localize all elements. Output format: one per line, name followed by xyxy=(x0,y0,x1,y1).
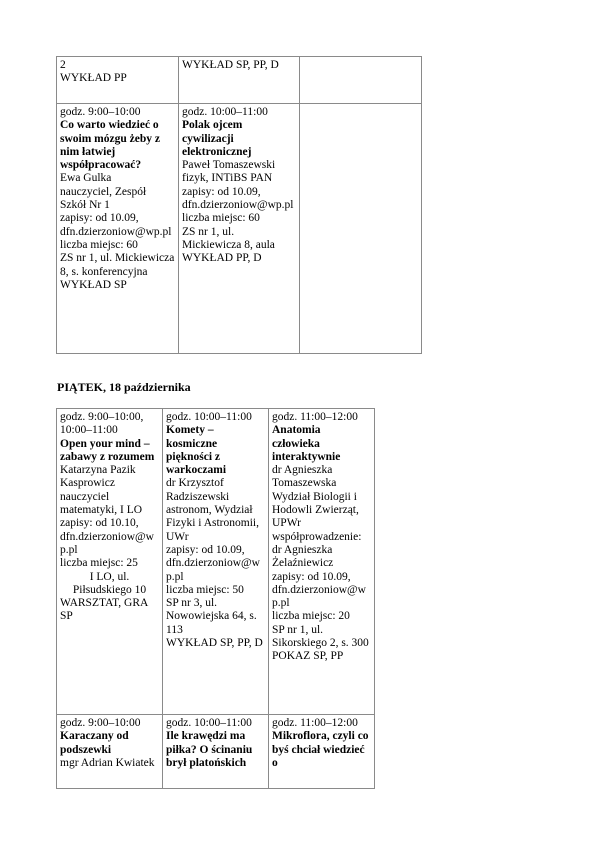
event-time: godz. 9:00–10:00 xyxy=(60,717,141,729)
event-time: godz. 9:00–10:00 xyxy=(60,106,141,118)
event-email: dfn.dzierzoniow@wp.pl xyxy=(166,557,260,583)
event-cell xyxy=(269,715,375,789)
event-title: Polak ojcem cywilizacji elektronicznej xyxy=(182,119,252,158)
event-title: Karaczany od podszewki xyxy=(60,730,129,756)
event-speaker: dr Agnieszka Tomaszewska xyxy=(272,464,337,490)
event-co-speaker: dr Agnieszka Żelaźniewicz xyxy=(272,543,334,570)
event-cell xyxy=(163,409,269,715)
event-speaker-role: nauczyciel, Zespół Szkół Nr 1 xyxy=(60,185,147,212)
event-type: WYKŁAD SP xyxy=(60,278,127,291)
event-type: WYKŁAD SP, PP, D xyxy=(182,59,279,71)
event-place: I LO, ul. xyxy=(89,570,130,583)
event-seats: liczba miejsc: 60 xyxy=(182,212,260,225)
event-signup: zapisy: od 10.10, xyxy=(60,517,139,530)
event-speaker-role: Wydział Biologii i Hodowli Zwierząt, UPWr xyxy=(272,490,359,530)
event-speaker-role: fizyk, INTiBS PAN xyxy=(182,172,273,185)
table-row xyxy=(57,57,422,104)
event-cell xyxy=(57,409,163,715)
event-type: WYKŁAD PP xyxy=(60,72,127,85)
table-cell-empty xyxy=(300,57,422,104)
event-title: Komety – kosmiczne piękności z warkoczami xyxy=(166,424,227,477)
table-cell xyxy=(57,57,179,104)
event-type: WYKŁAD PP, D xyxy=(182,252,262,265)
event-type: POKAZ SP, PP xyxy=(272,650,344,663)
event-cell xyxy=(163,715,269,789)
event-seats: liczba miejsc: 20 xyxy=(272,610,350,623)
event-time: godz. 11:00–12:00 xyxy=(272,717,358,729)
event-speaker-role: nauczyciel matematyki, I LO xyxy=(60,490,143,517)
event-co-label: współprowadzenie: xyxy=(272,530,362,543)
table-cell-empty xyxy=(300,104,422,354)
event-time: godz. 9:00–10:00, 10:00–11:00 xyxy=(60,411,144,437)
event-speaker: Katarzyna Pazik Kasprowicz xyxy=(60,464,136,490)
event-signup: zapisy: od 10.09, xyxy=(60,212,139,225)
event-time: godz. 11:00–12:00 xyxy=(272,411,358,423)
event-place: SP nr 3, ul. Nowowiejska 64, s. 113 xyxy=(166,597,257,636)
table-row xyxy=(57,104,422,354)
event-speaker: Ewa Gulka xyxy=(60,172,112,185)
event-cell xyxy=(179,104,300,354)
event-cell xyxy=(57,104,179,354)
event-cell xyxy=(269,409,375,715)
event-signup: zapisy: od 10.09, xyxy=(182,185,261,198)
event-time: godz. 10:00–11:00 xyxy=(182,106,268,118)
event-place: ZS nr 1, ul. Mickiewicza 8, s. konferencyjna xyxy=(60,252,175,278)
event-cell xyxy=(57,715,163,789)
event-email: dfn.dzierzoniow@wp.pl xyxy=(60,225,172,238)
event-type: WYKŁAD SP, PP, D xyxy=(166,637,263,650)
event-title: Ile krawędzi ma piłka? O ścinaniu brył platońskich xyxy=(166,730,253,769)
event-place: SP nr 1, ul. Sikorskiego 2, s. 300 xyxy=(272,623,369,650)
event-signup: zapisy: od 10.09, xyxy=(166,543,245,556)
table-row xyxy=(57,715,375,789)
event-speaker: dr Krzysztof Radziszewski xyxy=(166,477,230,503)
schedule-table-continued xyxy=(56,56,422,354)
event-seats: liczba miejsc: 25 xyxy=(60,557,138,570)
event-email: dfn.dzierzoniow@wp.pl xyxy=(60,530,154,556)
event-place: ZS nr 1, ul. Mickiewicza 8, aula xyxy=(182,225,275,251)
event-time: godz. 10:00–11:00 xyxy=(166,717,252,729)
event-title: Open your mind – zabawy z rozumem xyxy=(60,437,155,463)
table-cell xyxy=(179,57,300,104)
event-email: dfn.dzierzoniow@wp.pl xyxy=(272,583,366,610)
event-type: WARSZTAT, GRA SP xyxy=(60,597,148,623)
cell-text: 2 xyxy=(60,59,66,71)
event-seats: liczba miejsc: 60 xyxy=(60,238,138,251)
event-title: Anatomia człowieka interaktywnie xyxy=(272,424,341,463)
event-title: Co warto wiedzieć o swoim mózgu żeby z nim łatwiej współpracować? xyxy=(60,119,160,172)
event-time: godz. 10:00–11:00 xyxy=(166,411,252,423)
event-speaker-role: astronom, Wydział Fizyki i Astronomii, UWr xyxy=(166,504,259,543)
event-signup: zapisy: od 10.09, xyxy=(272,570,351,583)
day-heading: PIĄTEK, 18 października xyxy=(57,380,191,394)
event-speaker: mgr Adrian Kwiatek xyxy=(60,756,155,769)
event-email: dfn.dzierzoniow@wp.pl xyxy=(182,199,294,212)
event-title: Mikroflora, czyli co byś chciał wiedzieć o xyxy=(272,730,369,769)
event-place-street: Piłsudskiego 10 xyxy=(72,583,147,596)
event-seats: liczba miejsc: 50 xyxy=(166,583,244,596)
table-row xyxy=(57,409,375,715)
event-speaker: Paweł Tomaszewski xyxy=(182,159,276,172)
schedule-table-friday xyxy=(56,408,375,789)
